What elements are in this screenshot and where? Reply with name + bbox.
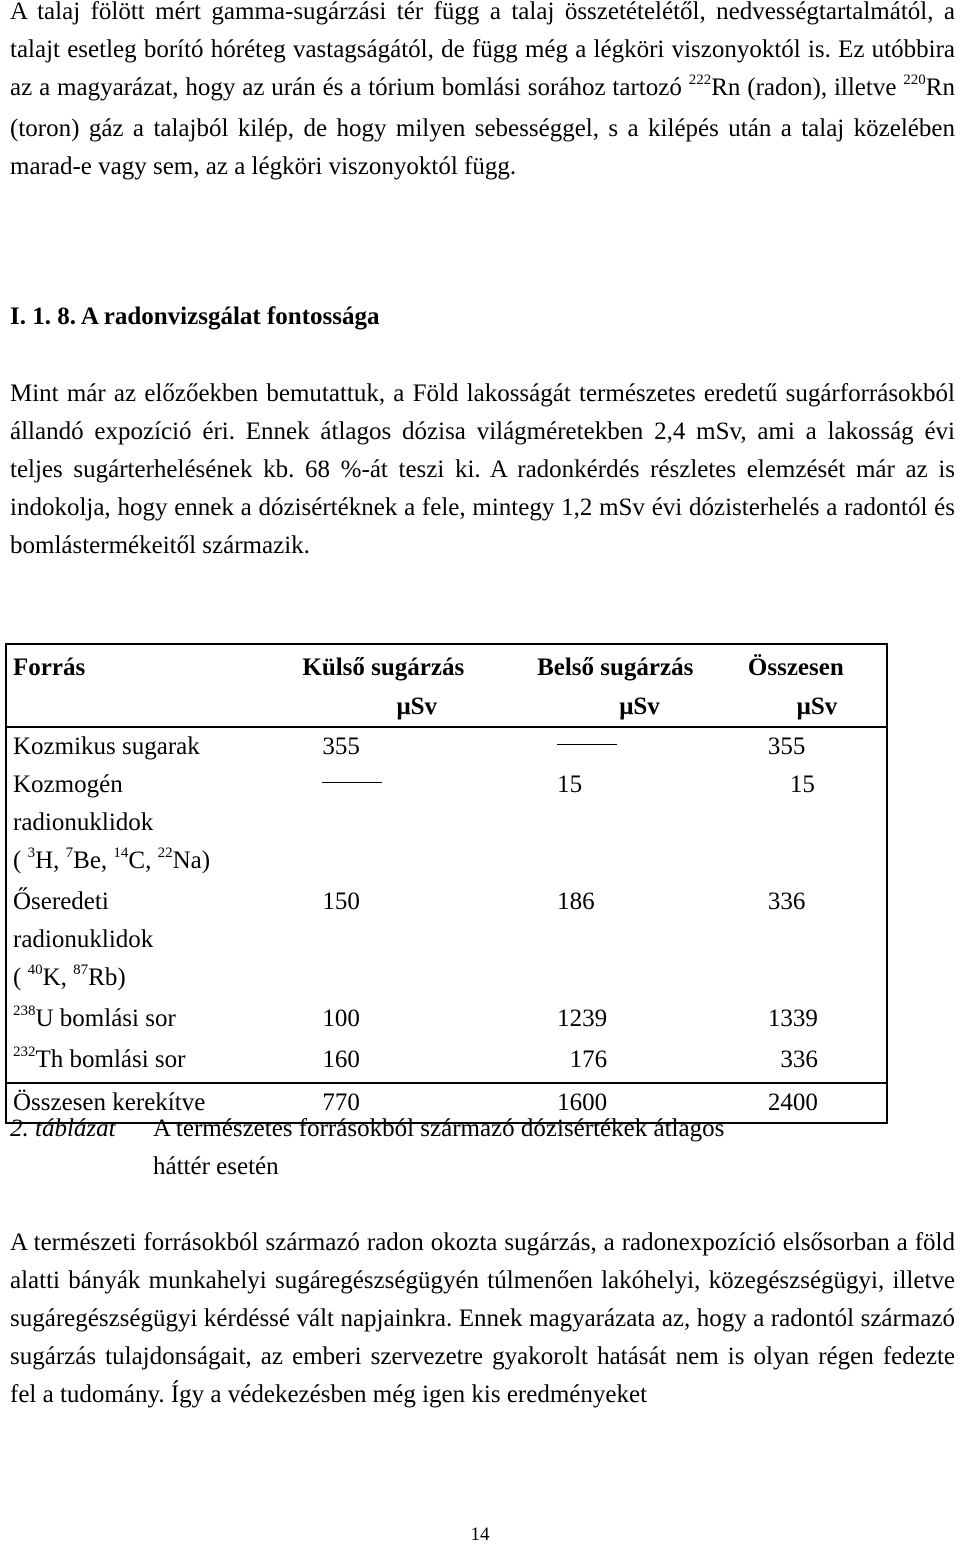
- dose-table: [5, 643, 888, 1124]
- cell-total: 336: [767, 888, 806, 915]
- paragraph-radon-importance: Mint már az előzőekben bemutattuk, a Föld lakosságát természetes eredetű sugárforrásokból állandó expozíció éri. Ennek átlagos dózisa világméretekben 2,4 mSv, ami a lakosság évi teljes sugárterhelésének kb. 68 %-át teszi ki. A radonkérdés részletes elemzését már az is indokolja, hogy ennek a dózisértéknek a fele, mintegy 1,2 mSv évi dózisterhelés a radontól és bomlástermékeitől származik.: [10, 380, 955, 559]
- cell-total: 2400: [767, 1089, 818, 1116]
- row-label: $^{238}$U bomlási sor: [13, 1003, 176, 1032]
- header-external: Külső sugárzás μSv: [296, 644, 531, 727]
- cell-total: 336: [780, 1046, 818, 1073]
- unit-label: μSv: [796, 693, 838, 720]
- row-label: Összesen kerekítve: [13, 1089, 206, 1116]
- unit-label: μSv: [619, 693, 660, 720]
- cell-external: 150: [322, 888, 360, 915]
- unit-label: μSv: [396, 693, 438, 720]
- dash-empty: [322, 782, 382, 783]
- cell-total: 15: [789, 771, 815, 798]
- caption-text-continued: háttér esetén: [153, 1153, 279, 1180]
- table-row: [6, 883, 887, 1000]
- cell-internal: 186: [557, 888, 595, 915]
- paragraph-radon-exposure: A természeti forrásokból származó radon okozta sugárzás, a radonexpozíció elsősorban a föld alatti bányák munkahelyi sugáregészségügyén túlmenően lakóhelyi, közegészségügyi, illetve sugáregészségügyi kérdéssé vált napjainkra. Ennek magyarázata az, hogy a radontól származó sugárzás tulajdonságait, az emberi szervezetre gyakorolt hatását nem is olyan régen fedezte fel a tudomány. Így a védekezésben még igen kis eredményeket: [10, 1229, 955, 1408]
- header-total: Összesen μSv: [742, 644, 887, 727]
- cell-external: [296, 766, 531, 883]
- row-label: $^{232}$Th bomlási sor: [13, 1044, 186, 1073]
- dash-empty: [557, 744, 617, 745]
- header-source: Forrás: [13, 654, 86, 681]
- cell-total: 355: [767, 733, 806, 760]
- paragraph-text: Rn (toron) gáz a talajból kilép, de hogy milyen sebességgel, s a kilépés után a talaj közelében marad-e vagy sem, az a légköri viszonyoktól függ.: [10, 74, 955, 180]
- cell-external: 100: [322, 1005, 360, 1032]
- caption-label: 2. táblázat: [10, 1115, 116, 1142]
- table-row: [6, 766, 887, 883]
- cell-total: 1339: [767, 1005, 818, 1032]
- section-heading: I. 1. 8. A radonvizsgálat fontossága: [10, 303, 380, 330]
- table-header-row: [6, 644, 887, 727]
- cell-external: 355: [322, 733, 360, 760]
- row-label: Kozmikus sugarak: [13, 733, 200, 760]
- cell-internal: 1600: [557, 1089, 608, 1116]
- cell-external: 160: [322, 1046, 360, 1073]
- cell-internal: [531, 727, 742, 766]
- cell-external: 770: [322, 1089, 360, 1116]
- header-internal: Belső sugárzás μSv: [531, 644, 742, 727]
- isotope-mass-number: 222: [688, 72, 712, 88]
- cell-internal: 1239: [557, 1005, 608, 1032]
- paragraph-gamma-field: [10, 0, 955, 186]
- page-number: 14: [470, 1524, 490, 1545]
- table-caption: [10, 1110, 724, 1186]
- table-row: [6, 1000, 887, 1041]
- row-label: Őseredeti radionuklidok ( $^{40}$K, $^{87}$Rb): [13, 888, 154, 991]
- table-row: [6, 1041, 887, 1083]
- cell-internal: 176: [569, 1046, 608, 1073]
- paragraph-text: A talaj fölött mért gamma-sugárzási tér függ a talaj összetételétől, nedvességtartalmától, a talajt esetleg borító hóréteg vastagságától, de függ még a légköri viszonyoktól is. Ez utóbbira az a magyarázat, hogy az urán és a tórium bomlási sorához tartozó: [10, 0, 955, 101]
- caption-text: A természetes forrásokból származó dózisértékek átlagos: [153, 1115, 725, 1142]
- table-row: [6, 727, 887, 766]
- isotope-mass-number: 220: [903, 72, 926, 88]
- paragraph-text: Rn (radon), illetve: [711, 74, 904, 101]
- row-label: Kozmogén radionuklidok ( $^3$H, $^7$Be, $^{14}$C, $^{22}$Na): [13, 771, 211, 874]
- cell-internal: 15: [557, 771, 583, 798]
